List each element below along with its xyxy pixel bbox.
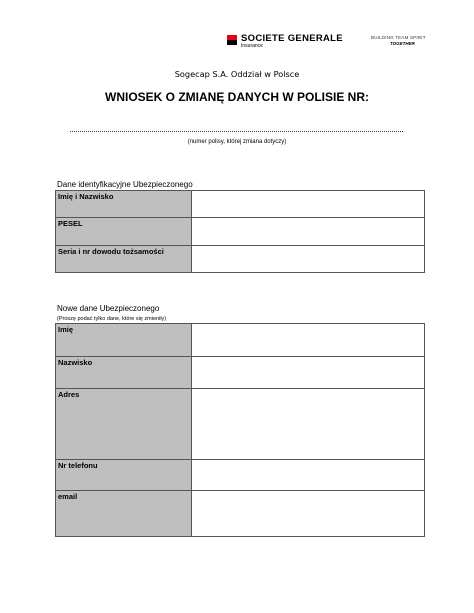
identification-table — [55, 190, 425, 273]
pesel-field[interactable] — [192, 218, 425, 246]
label-email: email — [56, 491, 192, 537]
policy-number-line[interactable] — [70, 131, 403, 132]
label-phone: Nr telefonu — [56, 460, 192, 491]
section-identification-title: Dane identyfikacyjne Ubezpieczonego — [57, 180, 193, 189]
new-data-table — [55, 323, 425, 537]
section-new-data-note: (Proszę podać tylko dane, które się zmieniły) — [57, 316, 167, 322]
label-first-name: Imię — [56, 324, 192, 357]
label-id-document: Seria i nr dowodu tożsamości — [56, 246, 192, 273]
label-full-name: Imię i Nazwisko — [56, 191, 192, 218]
document-title: WNIOSEK O ZMIANĘ DANYCH W POLISIE NR: — [105, 90, 369, 104]
email-field[interactable] — [192, 491, 425, 537]
id-document-field[interactable] — [192, 246, 425, 273]
first-name-field[interactable] — [192, 324, 425, 357]
brand-name: SOCIETE GENERALE — [241, 33, 343, 44]
policy-number-hint: (numer polisy, której zmiana dotyczy) — [187, 139, 287, 145]
societe-generale-logo-icon — [227, 35, 237, 45]
label-last-name: Nazwisko — [56, 357, 192, 389]
full-name-field[interactable] — [192, 191, 425, 218]
label-pesel: PESEL — [56, 218, 192, 246]
section-new-data-title: Nowe dane Ubezpieczonego — [57, 304, 160, 313]
brand-subtitle: Insurance — [241, 43, 263, 49]
phone-field[interactable] — [192, 460, 425, 491]
company-name: Sogecap S.A. Oddział w Polsce — [174, 69, 300, 79]
tagline-line-2: TOGETHER — [390, 41, 415, 46]
last-name-field[interactable] — [192, 357, 425, 389]
label-address: Adres — [56, 389, 192, 460]
tagline-line-1: BUILDING TEAM SPIRIT — [371, 35, 426, 40]
address-field[interactable] — [192, 389, 425, 460]
